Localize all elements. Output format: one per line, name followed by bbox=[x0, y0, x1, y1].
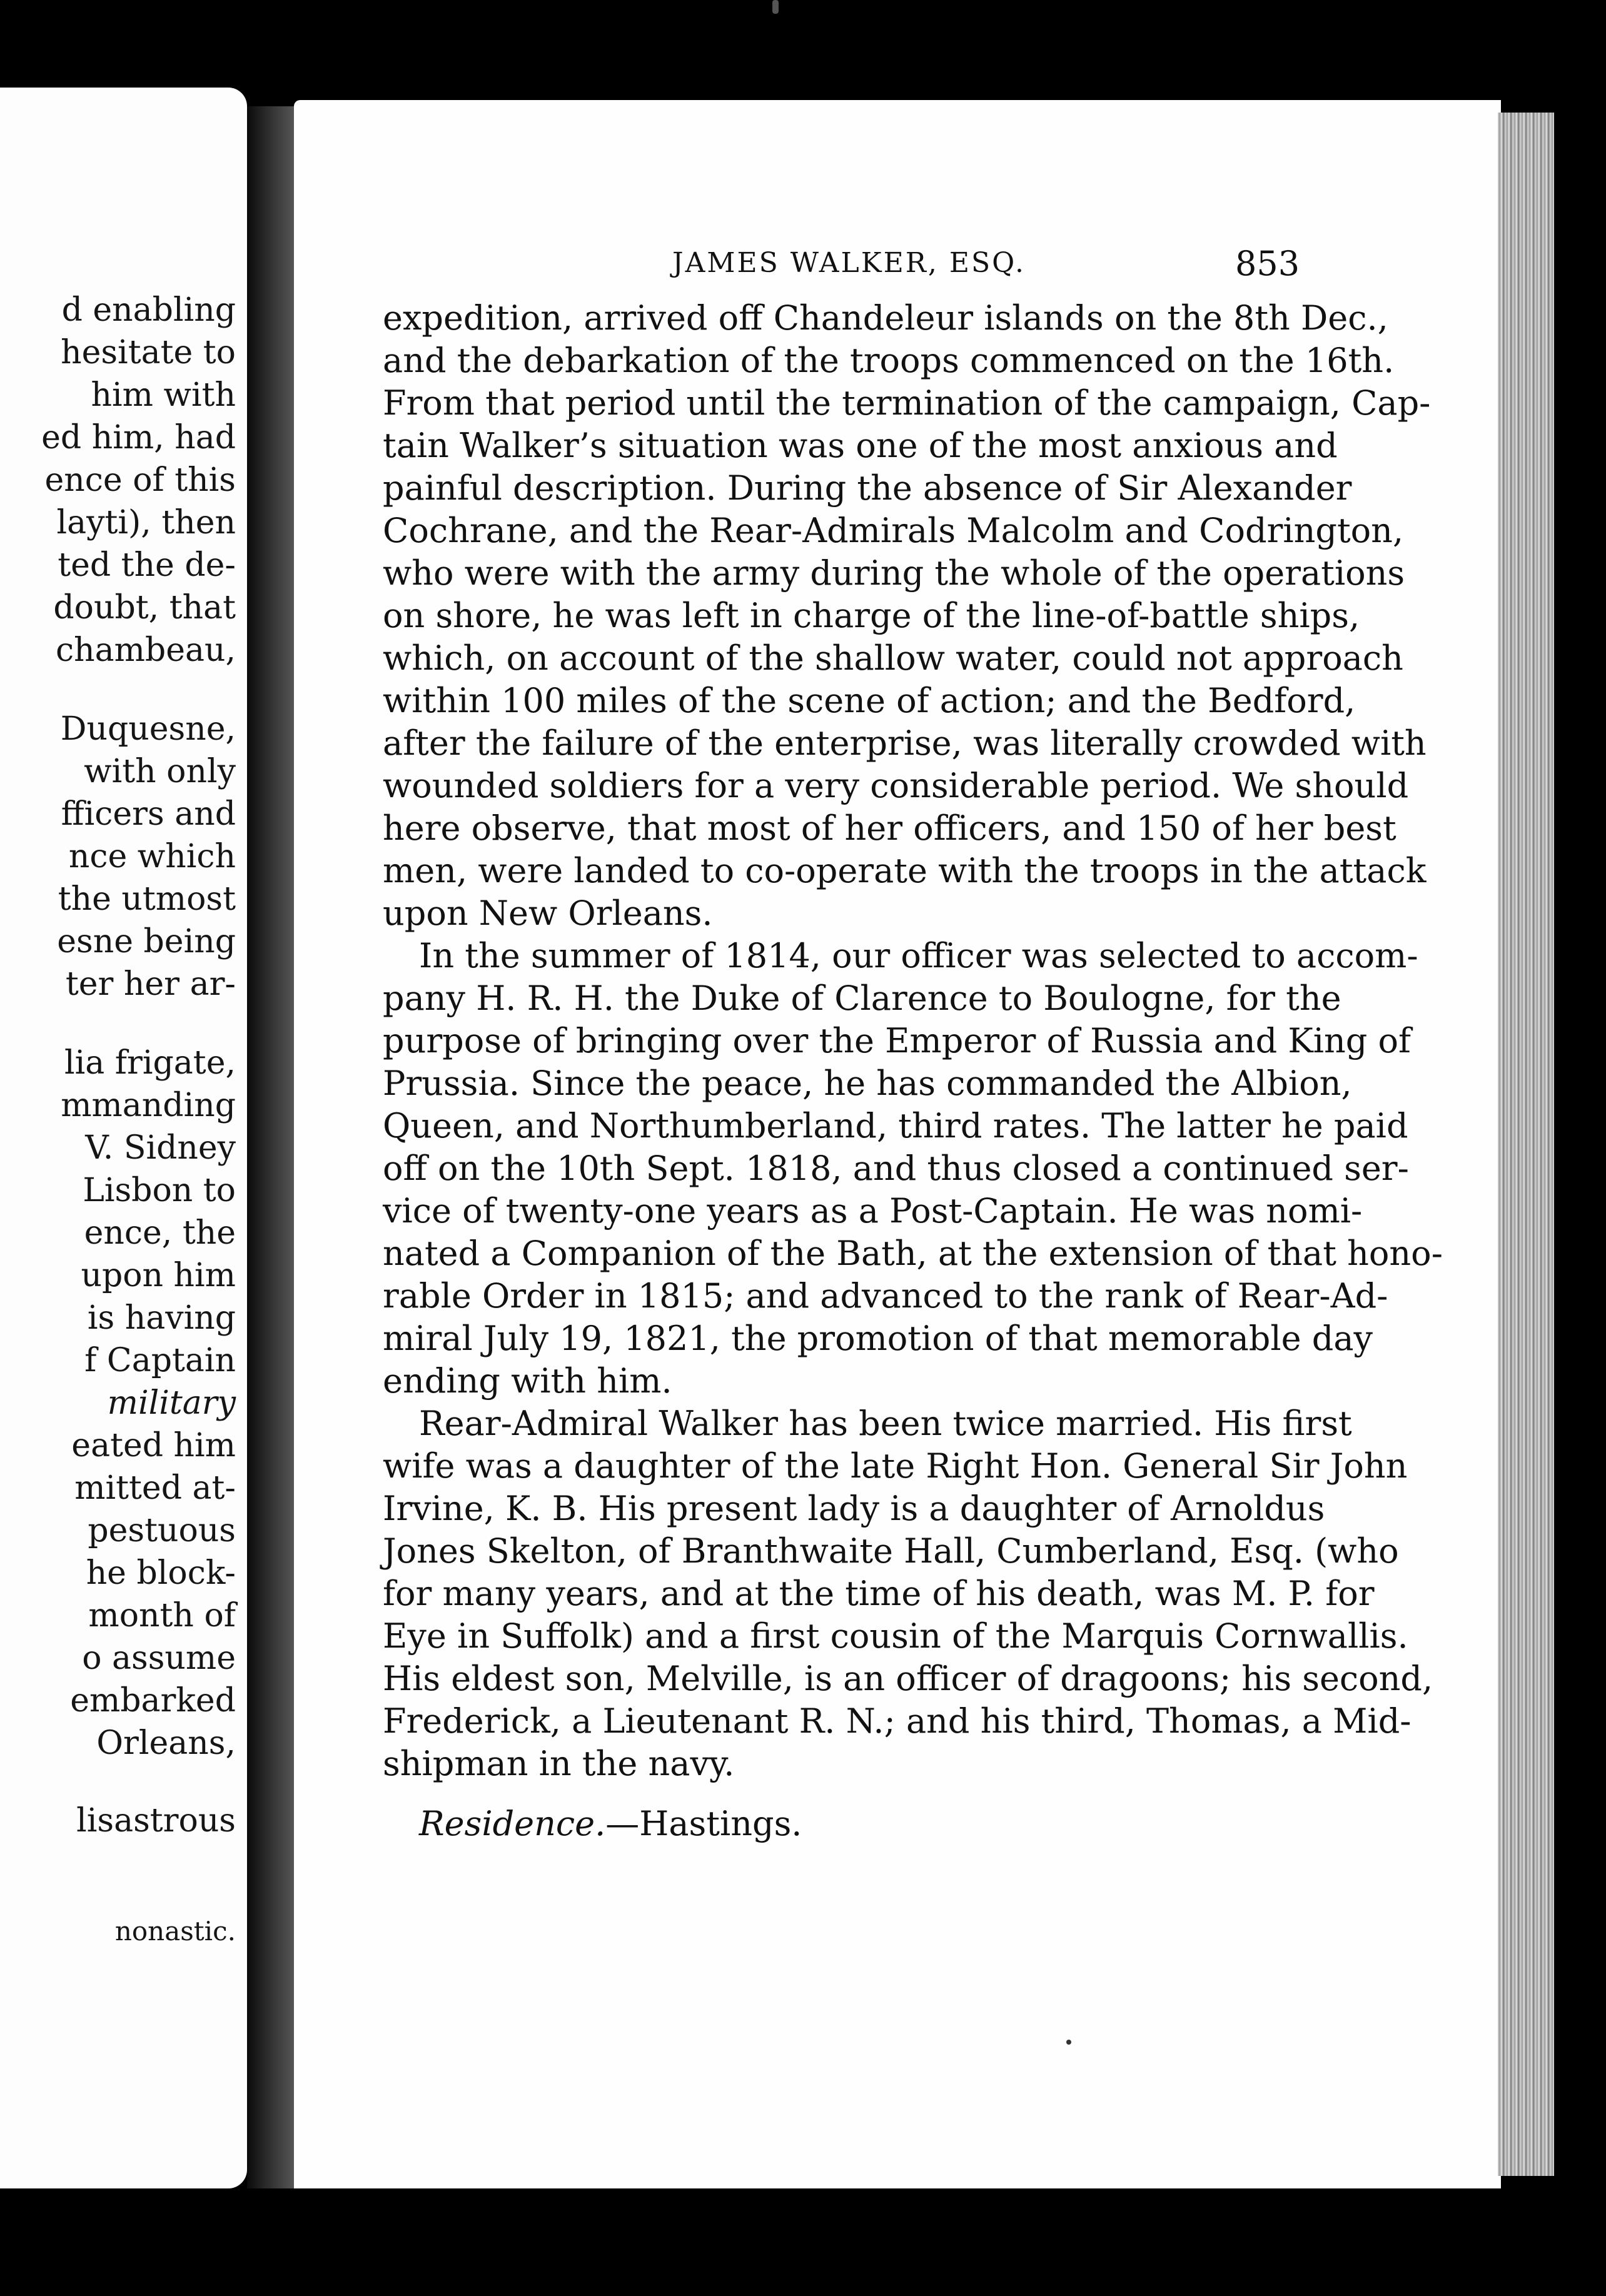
left-page-line: is having bbox=[87, 1299, 236, 1337]
text-line: Rear-Admiral Walker has been twice married. His first bbox=[419, 1404, 1352, 1443]
text-line: here observe, that most of her officers, and 150 of her best bbox=[383, 808, 1396, 848]
left-page-line: eated him bbox=[71, 1427, 236, 1464]
running-head: JAMES WALKER, ESQ. bbox=[672, 247, 1026, 279]
left-page-line: pestuous bbox=[88, 1512, 236, 1549]
left-page-line: him with bbox=[91, 376, 236, 414]
left-page-line: o assume bbox=[82, 1639, 236, 1677]
left-page-line: ted the de- bbox=[58, 546, 236, 584]
text-line: expedition, arrived off Chandeleur islands on the 8th Dec., bbox=[383, 298, 1388, 338]
text-line: In the summer of 1814, our officer was selected to accom- bbox=[419, 936, 1418, 975]
book-gutter bbox=[247, 106, 294, 2188]
text-line: who were with the army during the whole of the operations bbox=[383, 553, 1405, 593]
left-page-line: fficers and bbox=[61, 795, 236, 833]
text-line: wounded soldiers for a very considerable period. We should bbox=[383, 766, 1409, 805]
text-line: His eldest son, Melville, is an officer of dragoons; his second, bbox=[383, 1659, 1433, 1698]
text-line: Prussia. Since the peace, he has commanded the Albion, bbox=[383, 1064, 1352, 1103]
left-page-line: military bbox=[107, 1384, 236, 1422]
residence-value: —Hastings. bbox=[605, 1804, 802, 1843]
text-line: Cochrane, and the Rear-Admirals Malcolm and Codrington, bbox=[383, 511, 1404, 550]
text-line: men, were landed to co-operate with the troops in the attack bbox=[383, 851, 1427, 890]
left-page-line: ed him, had bbox=[41, 419, 236, 456]
left-page-line: hesitate to bbox=[61, 334, 236, 371]
text-line: after the failure of the enterprise, was literally crowded with bbox=[383, 723, 1427, 763]
text-line: Queen, and Northumberland, third rates. The latter he paid bbox=[383, 1106, 1408, 1145]
text-line: purpose of bringing over the Emperor of Russia and King of bbox=[383, 1021, 1411, 1060]
text-line: on shore, he was left in charge of the line-of-battle ships, bbox=[383, 596, 1360, 635]
left-page-line: the utmost bbox=[58, 880, 236, 918]
text-line: rable Order in 1815; and advanced to the rank of Rear-Ad- bbox=[383, 1276, 1388, 1316]
left-page-line: f Captain bbox=[84, 1342, 236, 1379]
text-line: miral July 19, 1821, the promotion of that memorable day bbox=[383, 1319, 1373, 1358]
left-page-line: ence of this bbox=[44, 461, 236, 499]
left-page-line: Orleans, bbox=[96, 1725, 236, 1762]
text-line: off on the 10th Sept. 1818, and thus closed a continued ser- bbox=[383, 1149, 1409, 1188]
text-line: tain Walker’s situation was one of the most anxious and bbox=[383, 426, 1338, 465]
left-page-line: month of bbox=[88, 1597, 236, 1634]
text-line: nated a Companion of the Bath, at the extension of that hono- bbox=[383, 1234, 1443, 1273]
left-page-line: lia frigate, bbox=[64, 1044, 236, 1082]
text-line: and the debarkation of the troops commenced on the 16th. bbox=[383, 341, 1395, 380]
text-line: vice of twenty-one years as a Post-Captain. He was nomi- bbox=[383, 1191, 1363, 1231]
text-line: within 100 miles of the scene of action; and the Bedford, bbox=[383, 681, 1356, 720]
left-page-line: V. Sidney bbox=[85, 1129, 236, 1167]
residence-label: Residence. bbox=[419, 1804, 606, 1843]
text-line: upon New Orleans. bbox=[383, 894, 713, 933]
page-number: 853 bbox=[1235, 244, 1300, 283]
text-line: wife was a daughter of the late Right Hon. General Sir John bbox=[383, 1446, 1408, 1486]
text-line: Frederick, a Lieutenant R. N.; and his third, Thomas, a Mid- bbox=[383, 1701, 1412, 1741]
text-line: ending with him. bbox=[383, 1361, 672, 1401]
left-page-line: ence, the bbox=[84, 1214, 236, 1252]
text-line: Jones Skelton, of Branthwaite Hall, Cumberland, Esq. (who bbox=[383, 1531, 1399, 1571]
left-page-line: lisastrous bbox=[76, 1802, 236, 1840]
text-line: which, on account of the shallow water, could not approach bbox=[383, 638, 1403, 678]
text-line: shipman in the navy. bbox=[383, 1744, 735, 1783]
left-page-line: layti), then bbox=[56, 504, 236, 541]
left-page-line: he block- bbox=[86, 1554, 236, 1592]
scan-dot bbox=[1066, 2040, 1071, 2045]
left-page bbox=[0, 88, 247, 2188]
left-page-line: nce which bbox=[68, 838, 236, 875]
left-page-line: d enabling bbox=[61, 291, 236, 329]
left-page-line: with only bbox=[84, 753, 236, 790]
left-page-line: mitted at- bbox=[74, 1469, 236, 1507]
left-page-line: chambeau, bbox=[55, 632, 236, 669]
left-page-line: embarked bbox=[70, 1682, 236, 1719]
left-page-line: ter her ar- bbox=[65, 965, 236, 1003]
scan-speck bbox=[772, 0, 779, 14]
left-page-line: Duquesne, bbox=[60, 710, 236, 748]
left-page-line: upon him bbox=[81, 1257, 236, 1294]
left-page-line: mmanding bbox=[61, 1087, 236, 1124]
text-line: Eye in Suffolk) and a first cousin of the Marquis Cornwallis. bbox=[383, 1616, 1408, 1656]
left-page-line: Lisbon to bbox=[83, 1172, 236, 1209]
residence-line bbox=[419, 1804, 1301, 1843]
text-line: Irvine, K. B. His present lady is a daughter of Arnoldus bbox=[383, 1489, 1325, 1528]
left-page-line: nonastic. bbox=[114, 1916, 236, 1946]
left-page-line: doubt, that bbox=[53, 589, 236, 627]
text-line: for many years, and at the time of his death, was M. P. for bbox=[383, 1574, 1375, 1613]
text-line: From that period until the termination of the campaign, Cap- bbox=[383, 383, 1431, 423]
text-line: pany H. R. H. the Duke of Clarence to Boulogne, for the bbox=[383, 979, 1341, 1018]
left-page-line: esne being bbox=[57, 923, 236, 960]
text-line: painful description. During the absence of Sir Alexander bbox=[383, 468, 1352, 508]
page-edges bbox=[1498, 113, 1554, 2176]
